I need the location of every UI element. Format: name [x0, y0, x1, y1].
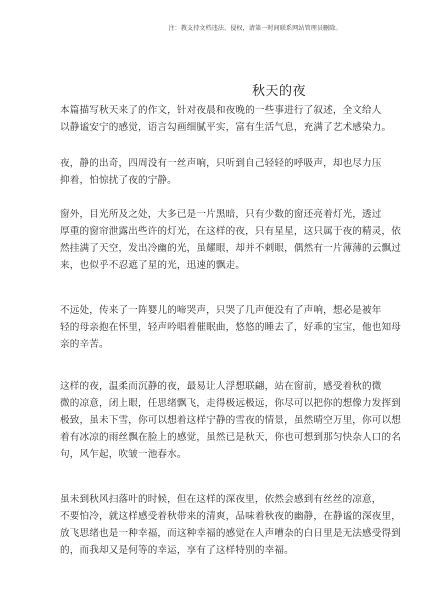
text-line: 以静谧安宁的感觉，语言勾画细腻平实，富有生活气息，充满了艺术感染力。: [60, 122, 392, 133]
text-line: 不要怕冷，就这样感受着秋带来的清爽，品味着秋夜的幽静，在静谧的深夜里，: [60, 511, 402, 522]
text-line: 虽未到秋风扫落叶的时候，但在这样的深夜里，依然会感到有丝丝的凉意，: [60, 494, 382, 505]
text-line: 的，而我却又是何等的幸运，享有了这样特别的幸福。: [60, 545, 294, 556]
paragraph-baby-cry: [60, 302, 402, 353]
text-line: 本篇描写秋天来了的作文，针对夜晨和夜晚的一些事进行了叙述，全文给人: [60, 105, 382, 116]
text-line: 微的凉意，闭上眼，任思绪飘飞，走得极远极远，你尽可以把你的想像力发挥到: [60, 398, 402, 409]
copyright-notice: 注：教支持文档违法、侵权，请第一时间联系网站管理员删除。: [168, 25, 342, 32]
text-line: 夜，静的出奇，四周没有一丝声响，只听到自己轻轻的呼吸声，却也尽力压: [60, 158, 382, 169]
text-line: 窗外，目光所及之处，大多已是一片黑暗，只有少数的窗还亮着灯光，透过: [60, 209, 382, 220]
text-line: 句，风乍起，吹皱一池春水。: [60, 449, 187, 460]
paragraph-night-silence: [60, 155, 382, 189]
paragraph-intro: [60, 102, 392, 136]
text-line: 不远处，传来了一阵婴儿的啼哭声，只哭了几声便没有了声响，想必是被年: [60, 305, 382, 316]
paragraph-autumn-wind: [60, 491, 402, 559]
text-line: 抑着，怕惊扰了夜的宁静。: [60, 175, 177, 186]
text-line: 亲的辛苦。: [60, 339, 109, 350]
text-line: 然挂满了天空，发出冷幽的光，虽耀眼，却并不刺眼，偶然有一片薄薄的云飘过: [60, 243, 402, 254]
document-title: 秋天的夜: [252, 84, 307, 99]
paragraph-window-stars: [60, 206, 402, 274]
text-line: 极致，虽未下雪，你可以想着这样宁静的雪夜的情景，虽然晴空万里，你可以想: [60, 415, 402, 426]
text-line: 轻的母亲抱在怀里，轻声吟唱着催眠曲，悠悠的睡去了，好乖的宝宝，他也知母: [60, 322, 402, 333]
text-line: 着有冰凉的雨丝飘在脸上的感觉，虽然已是秋天，你也可想到那匀快杂人口的名: [60, 432, 402, 443]
text-line: 厚重的窗帘泄露出些许的灯光，在这样的夜，只有星星，这只属于夜的精灵，依: [60, 226, 402, 237]
paragraph-imagination: [60, 378, 402, 463]
text-line: 这样的夜，温柔而沉静的夜，最易让人浮想联翩，站在窗前，感受着秋的微: [60, 381, 382, 392]
text-line: 放飞思绪也是一种幸福，而这种幸福的感觉在人声嘈杂的白日里是无法感受得到: [60, 528, 402, 539]
text-line: 来，也似乎不忍遮了星的光，迅速的飘走。: [60, 260, 246, 271]
